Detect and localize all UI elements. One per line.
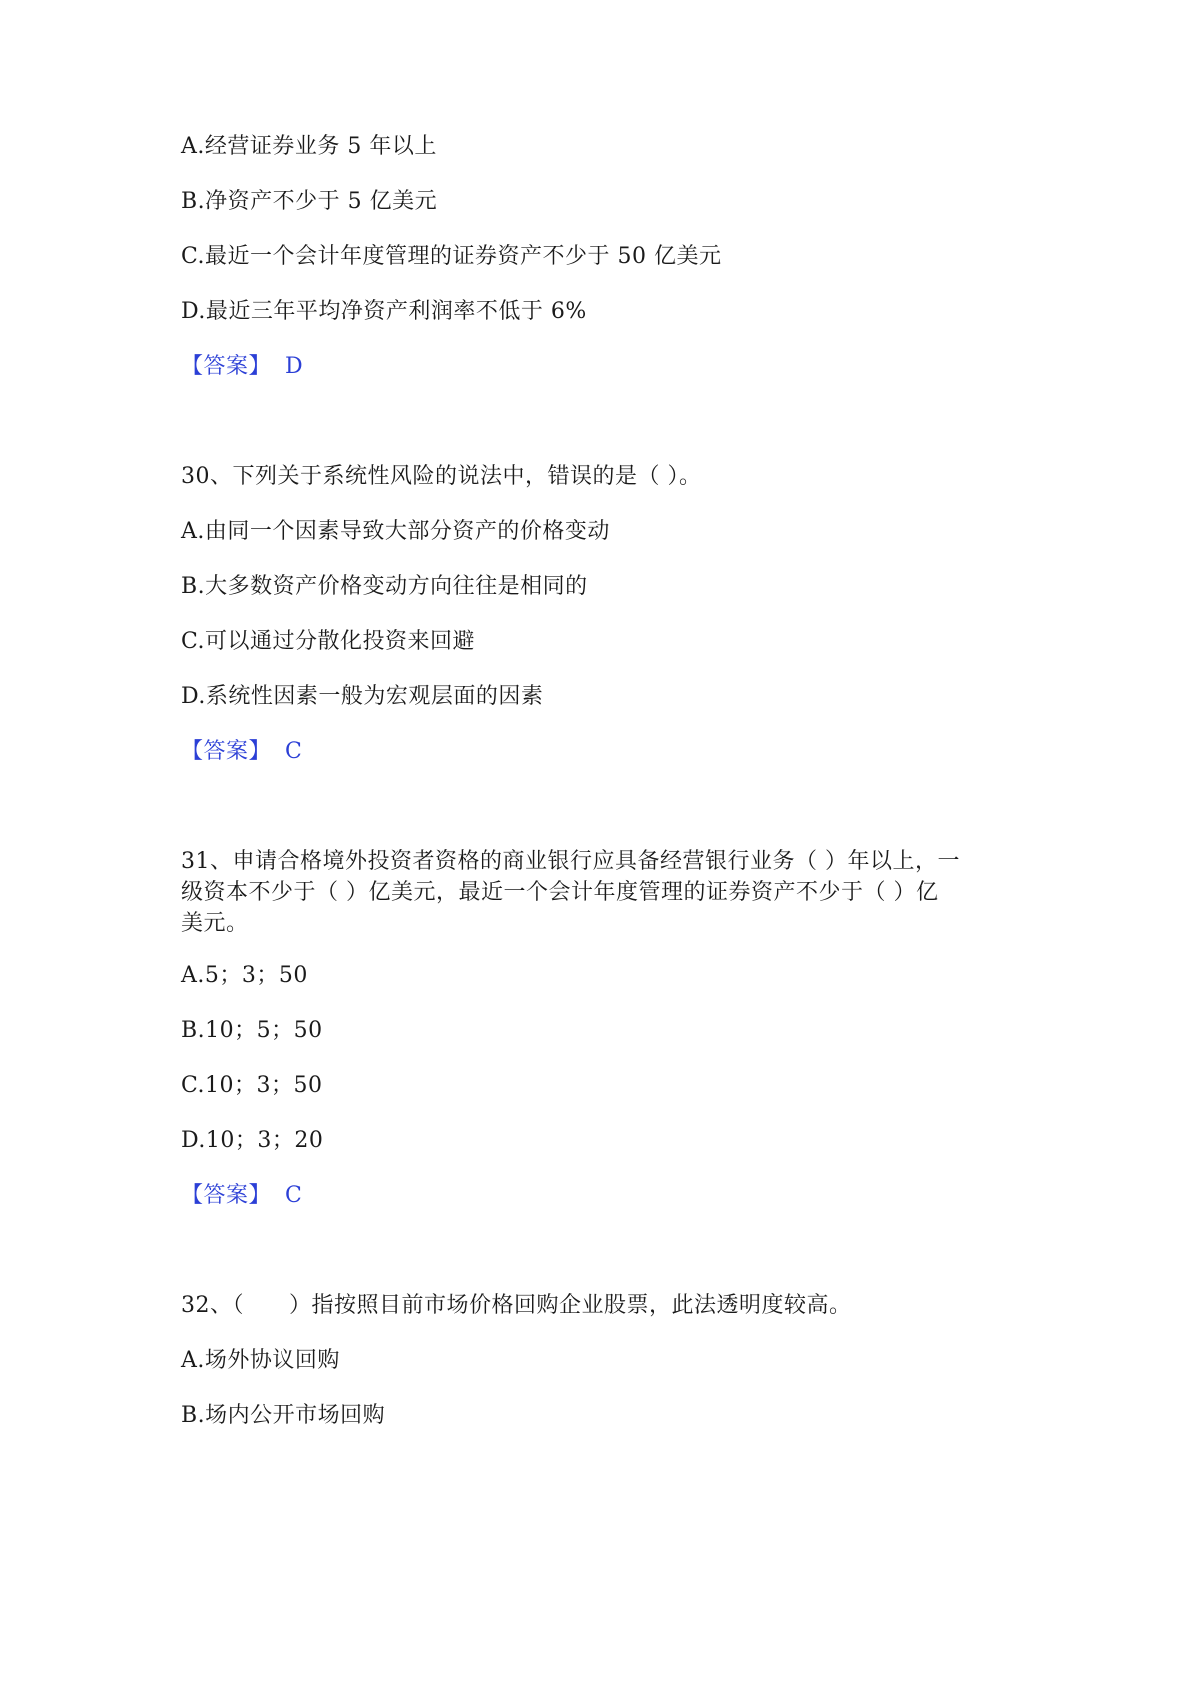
- answer-label: 【答案】: [181, 354, 272, 379]
- q31-question-line-3: 美元。: [181, 911, 249, 936]
- answer-value: C: [285, 739, 303, 764]
- q29-option-c: C.最近一个会计年度管理的证券资产不少于 50 亿美元: [181, 244, 722, 269]
- q29-option-b: B.净资产不少于 5 亿美元: [181, 189, 438, 214]
- q31-option-c: C.10；3；50: [181, 1073, 323, 1098]
- q31-option-b: B.10；5；50: [181, 1018, 323, 1043]
- q30-option-c: C.可以通过分散化投资来回避: [181, 629, 476, 654]
- q30-option-d: D.系统性因素一般为宏观层面的因素: [181, 684, 544, 709]
- answer-value: D: [285, 354, 304, 379]
- q30-option-a: A.由同一个因素导致大部分资产的价格变动: [181, 519, 610, 544]
- q31-question-line-1: 31、申请合格境外投资者资格的商业银行应具备经营银行业务（ ）年以上，一: [181, 849, 960, 874]
- answer-label: 【答案】: [181, 1183, 272, 1208]
- answer-label: 【答案】: [181, 739, 272, 764]
- q29-answer: [181, 351, 1031, 383]
- q30-answer: [181, 736, 1031, 768]
- q32-option-a: A.场外协议回购: [181, 1348, 340, 1373]
- q31-option-d: D.10；3；20: [181, 1128, 324, 1153]
- q31-question-line-2: 级资本不少于（ ）亿美元，最近一个会计年度管理的证券资产不少于（ ）亿: [181, 880, 939, 905]
- q32-option-b: B.场内公开市场回购: [181, 1403, 386, 1428]
- answer-value: C: [285, 1183, 303, 1208]
- q32-question: 32、（ ）指按照目前市场价格回购企业股票，此法透明度较高。: [181, 1293, 852, 1318]
- q31-answer: [181, 1180, 1031, 1212]
- q31-option-a: A.5；3；50: [181, 963, 308, 988]
- q29-option-a: A.经营证券业务 5 年以上: [181, 134, 437, 159]
- q30-option-b: B.大多数资产价格变动方向往往是相同的: [181, 574, 588, 599]
- q29-option-d: D.最近三年平均净资产利润率不低于 6%: [181, 299, 587, 324]
- q30-question: 30、下列关于系统性风险的说法中，错误的是（ ）。: [181, 464, 702, 489]
